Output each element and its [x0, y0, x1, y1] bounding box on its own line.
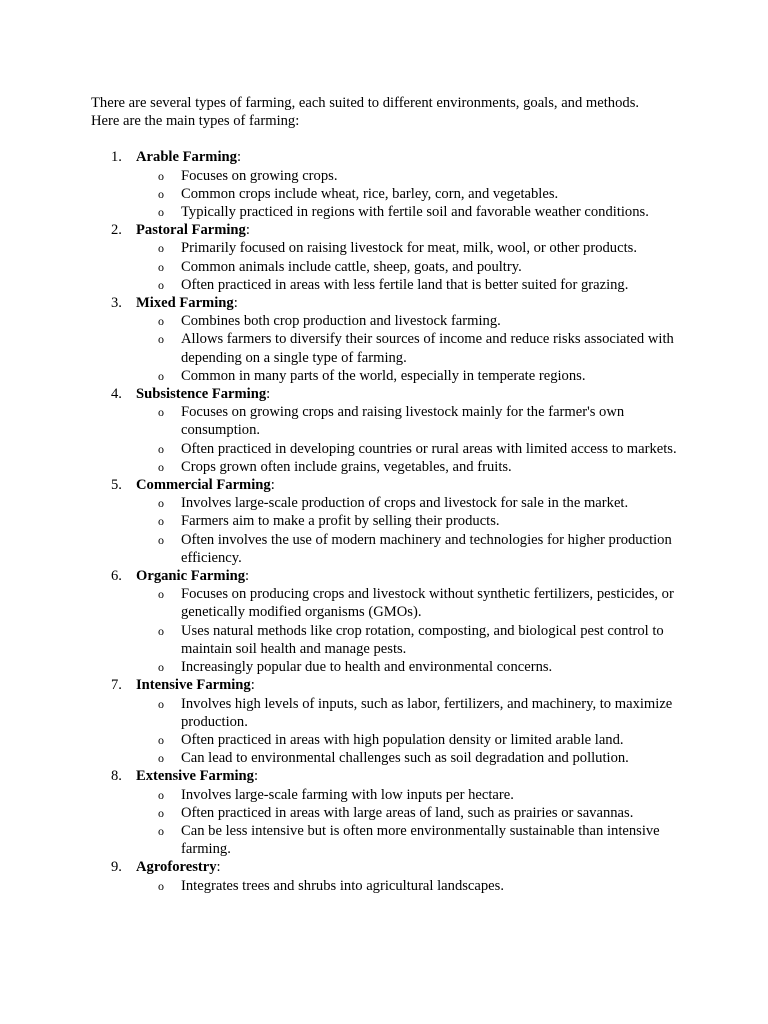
list-item-subsistence: 4. Subsistence Farming: o Focuses on growing crops and raising livestock mainly for the farmer's own consumption. o Often practiced in developing countries or rural areas with limited access to markets. o Crops grown often include grains, vegetables, and fruits.: [91, 385, 691, 476]
point-text: Increasingly popular due to health and environmental concerns.: [181, 659, 553, 676]
sub-list: [136, 877, 691, 895]
list-item: [136, 330, 681, 366]
point-text: Often practiced in areas with large areas of land, such as prairies or savannas.: [181, 804, 634, 821]
farming-types-list: [91, 148, 691, 894]
bullet-icon: o: [158, 514, 164, 529]
bullet-icon: o: [158, 532, 164, 547]
sub-list: [136, 403, 691, 476]
type-title: Mixed Farming: [136, 295, 234, 312]
list-item: [136, 749, 681, 767]
point-text: Primarily focused on raising livestock for meat, milk, wool, or other products.: [181, 240, 637, 257]
sub-list: [136, 585, 691, 676]
list-item: [136, 239, 681, 257]
bullet-icon: o: [158, 314, 164, 329]
point-text: Involves large-scale farming with low inputs per hectare.: [181, 786, 514, 803]
sub-list: [136, 494, 691, 567]
type-title: Commercial Farming: [136, 477, 271, 494]
bullet-icon: o: [158, 168, 164, 183]
list-item-extensive: 8. Extensive Farming: o Involves large-scale farming with low inputs per hectare. o Often practiced in areas with large areas of land, such as prairies or savannas. o Can be less intensive but is often more environmentally sustainable than intensive farming.: [91, 767, 691, 858]
list-item-pastoral: 2. Pastoral Farming: o Primarily focused on raising livestock for meat, milk, wool, or other products. o Common animals include cattle, sheep, goats, and poultry. o Often practiced in areas with less fertile land that is better suited for grazing.: [91, 221, 691, 294]
point-text: Can be less intensive but is often more environmentally sustainable than intensive farming.: [181, 822, 660, 858]
sub-list: [136, 695, 691, 768]
point-text: Allows farmers to diversify their sources of income and reduce risks associated with depending on a single type of farming.: [181, 331, 674, 366]
list-number: 6.: [111, 568, 122, 585]
point-text: Often practiced in areas with high population density or limited arable land.: [181, 731, 624, 748]
point-text: Often practiced in areas with less fertile land that is better suited for grazing.: [181, 276, 629, 293]
list-number: 1.: [111, 149, 122, 166]
list-item: [136, 804, 681, 822]
list-item: [136, 622, 681, 658]
list-item-mixed: 3. Mixed Farming: o Combines both crop production and livestock farming. o Allows farmers to diversify their sources of income and reduce risks associated with depending on a single type of farming. o Common in many parts of the world, especially in temperate regions.: [91, 294, 691, 385]
bullet-icon: o: [158, 205, 164, 220]
bullet-icon: o: [158, 732, 164, 747]
bullet-icon: o: [158, 805, 164, 820]
point-text: Crops grown often include grains, vegetables, and fruits.: [181, 458, 512, 475]
list-item: [136, 731, 681, 749]
list-item: [136, 695, 681, 731]
bullet-icon: o: [158, 623, 164, 638]
point-text: Involves high levels of inputs, such as labor, fertilizers, and machinery, to maximize production.: [181, 695, 673, 730]
sub-list: [136, 239, 691, 294]
type-title: Organic Farming: [136, 568, 246, 585]
sub-list: [136, 786, 691, 859]
bullet-icon: o: [158, 186, 164, 201]
bullet-icon: o: [158, 696, 164, 711]
bullet-icon: o: [158, 368, 164, 383]
sub-list: [136, 312, 691, 385]
type-title: Subsistence Farming: [136, 386, 267, 403]
type-title: Intensive Farming: [136, 677, 251, 694]
list-item: [136, 494, 681, 512]
bullet-icon: o: [158, 459, 164, 474]
sub-list: [136, 167, 691, 222]
point-text: Focuses on growing crops and raising livestock mainly for the farmer's own consumption.: [181, 404, 625, 439]
point-text: Common crops include wheat, rice, barley, corn, and vegetables.: [181, 185, 559, 202]
bullet-icon: o: [158, 259, 164, 274]
bullet-icon: o: [158, 587, 164, 602]
document-page: [91, 94, 691, 895]
list-item: [136, 185, 681, 203]
bullet-icon: o: [158, 878, 164, 893]
list-item: [136, 512, 681, 530]
bullet-icon: o: [158, 405, 164, 420]
bullet-icon: o: [158, 751, 164, 766]
bullet-icon: o: [158, 823, 164, 838]
list-item: [136, 658, 681, 676]
list-item: [136, 403, 681, 439]
list-item-organic: 6. Organic Farming: o Focuses on producing crops and livestock without synthetic fertilizers, pesticides, or genetically modified organisms (GMOs). o Uses natural methods like crop rotation, composting, and biological pest control to maintain soil health and manage pests. o Increasingly popular due to health and environmental concerns.: [91, 567, 691, 676]
list-number: 9.: [111, 859, 122, 876]
type-title: Pastoral Farming: [136, 222, 246, 239]
type-title: Arable Farming: [136, 149, 237, 166]
list-item: [136, 167, 681, 185]
point-text: Uses natural methods like crop rotation, composting, and biological pest control to maintain soil health and manage pests.: [181, 622, 664, 657]
list-item: [136, 877, 681, 895]
list-item-agroforestry: 9. Agroforestry: o Integrates trees and shrubs into agricultural landscapes.: [91, 858, 691, 894]
list-number: 3.: [111, 295, 122, 312]
list-number: 7.: [111, 677, 122, 694]
point-text: Focuses on producing crops and livestock without synthetic fertilizers, pesticides, or genetically modified organisms (GMOs).: [181, 586, 674, 621]
point-text: Involves large-scale production of crops and livestock for sale in the market.: [181, 495, 629, 512]
point-text: Often involves the use of modern machinery and technologies for higher production efficiency.: [181, 531, 672, 566]
list-item: [136, 440, 681, 458]
bullet-icon: o: [158, 241, 164, 256]
list-item: [136, 258, 681, 276]
list-item-intensive: 7. Intensive Farming: o Involves high levels of inputs, such as labor, fertilizers, and machinery, to maximize production. o Often practiced in areas with high population density or limited arable land. o Can lead to environmental challenges such as soil degradation and pollution.: [91, 676, 691, 767]
point-text: Integrates trees and shrubs into agricultural landscapes.: [181, 877, 504, 894]
type-title: Extensive Farming: [136, 768, 254, 785]
bullet-icon: o: [158, 332, 164, 347]
bullet-icon: o: [158, 277, 164, 292]
list-item: [136, 585, 681, 621]
bullet-icon: o: [158, 441, 164, 456]
list-item: [136, 458, 681, 476]
type-title: Agroforestry: [136, 859, 217, 876]
list-item: [136, 786, 681, 804]
list-number: 8.: [111, 768, 122, 785]
point-text: Common animals include cattle, sheep, goats, and poultry.: [181, 258, 522, 275]
bullet-icon: o: [158, 787, 164, 802]
list-item: [136, 822, 681, 858]
bullet-icon: o: [158, 660, 164, 675]
list-item-commercial: 5. Commercial Farming: o Involves large-scale production of crops and livestock for sale in the market. o Farmers aim to make a profit by selling their products. o Often involves the use of modern machinery and technologies for higher production efficiency.: [91, 476, 691, 567]
point-text: Farmers aim to make a profit by selling their products.: [181, 513, 500, 530]
point-text: Typically practiced in regions with fertile soil and favorable weather conditions.: [181, 204, 649, 221]
list-item: [136, 312, 681, 330]
point-text: Often practiced in developing countries or rural areas with limited access to markets.: [181, 440, 677, 457]
list-number: 2.: [111, 222, 122, 239]
list-item-arable: 1. Arable Farming: o Focuses on growing crops. o Common crops include wheat, rice, barley, corn, and vegetables. o Typically practiced in regions with fertile soil and favorable weather conditions.: [91, 148, 691, 221]
bullet-icon: o: [158, 496, 164, 511]
list-number: 4.: [111, 386, 122, 403]
list-item: [136, 367, 681, 385]
list-item: [136, 203, 681, 221]
point-text: Common in many parts of the world, especially in temperate regions.: [181, 367, 586, 384]
list-number: 5.: [111, 477, 122, 494]
point-text: Can lead to environmental challenges such as soil degradation and pollution.: [181, 750, 629, 767]
point-text: Combines both crop production and livestock farming.: [181, 313, 501, 330]
intro-paragraph: There are several types of farming, each suited to different environments, goals, and methods. Here are the main types of farming:: [91, 95, 640, 130]
point-text: Focuses on growing crops.: [181, 167, 338, 184]
list-item: [136, 531, 681, 567]
list-item: [136, 276, 681, 294]
